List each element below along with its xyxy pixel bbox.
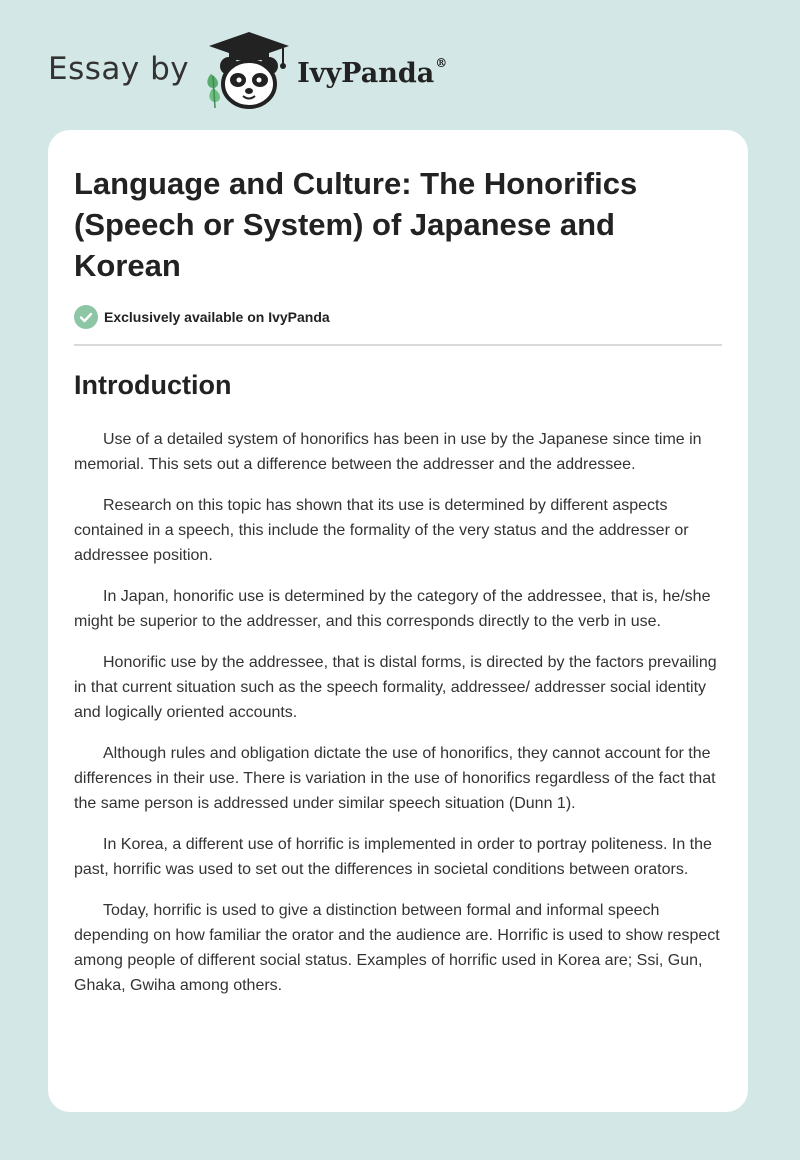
site-header bbox=[48, 30, 447, 110]
paragraph: Today, horrific is used to give a distinction between formal and informal speech depending on how familiar the orator and the audience are. Horrific is used to show respect among people of different social status. Examples of horrific used in Korea are; Ssi, Gun, Ghaka, Gwiha among others. bbox=[74, 902, 720, 994]
brand-name[interactable]: IvyPanda® bbox=[297, 55, 448, 89]
paragraph: Although rules and obligation dictate the use of honorifics, they cannot account for the differences in their use. There is variation in the use of honorifics regardless of the fact that the same person is addressed under similar speech situation (Dunn 1). bbox=[74, 745, 716, 812]
article-card bbox=[48, 130, 748, 1112]
paragraph: In Japan, honorific use is determined by the category of the addressee, that is, he/she might be superior to the addresser, and this corresponds directly to the verb in use. bbox=[74, 588, 711, 630]
exclusive-badge bbox=[74, 305, 722, 346]
paragraph: Research on this topic has shown that its use is determined by different aspects contained in a speech, this include the formality of the very status and the addresser or addressee position. bbox=[74, 497, 689, 564]
paragraph: Use of a detailed system of honorifics has been in use by the Japanese since time in memorial. This sets out a difference between the addresser and the addressee. bbox=[74, 431, 702, 473]
paragraph: Honorific use by the addressee, that is distal forms, is directed by the factors prevailing in that current situation such as the speech formality, addressee/ addresser social identity and logically oriented accounts. bbox=[74, 654, 717, 721]
exclusive-label: Exclusively available on IvyPanda bbox=[104, 309, 330, 325]
essay-by-label: Essay by bbox=[48, 51, 190, 87]
section-heading: Introduction bbox=[74, 370, 232, 400]
check-circle-icon bbox=[74, 305, 98, 329]
article-title: Language and Culture: The Honorifics (Speech or System) of Japanese and Korean bbox=[74, 166, 638, 283]
ivypanda-logo-icon[interactable] bbox=[203, 30, 295, 110]
paragraph: In Korea, a different use of horrific is implemented in order to portray politeness. In the past, horrific was used to set out the differences in societal conditions between orators. bbox=[74, 836, 712, 878]
